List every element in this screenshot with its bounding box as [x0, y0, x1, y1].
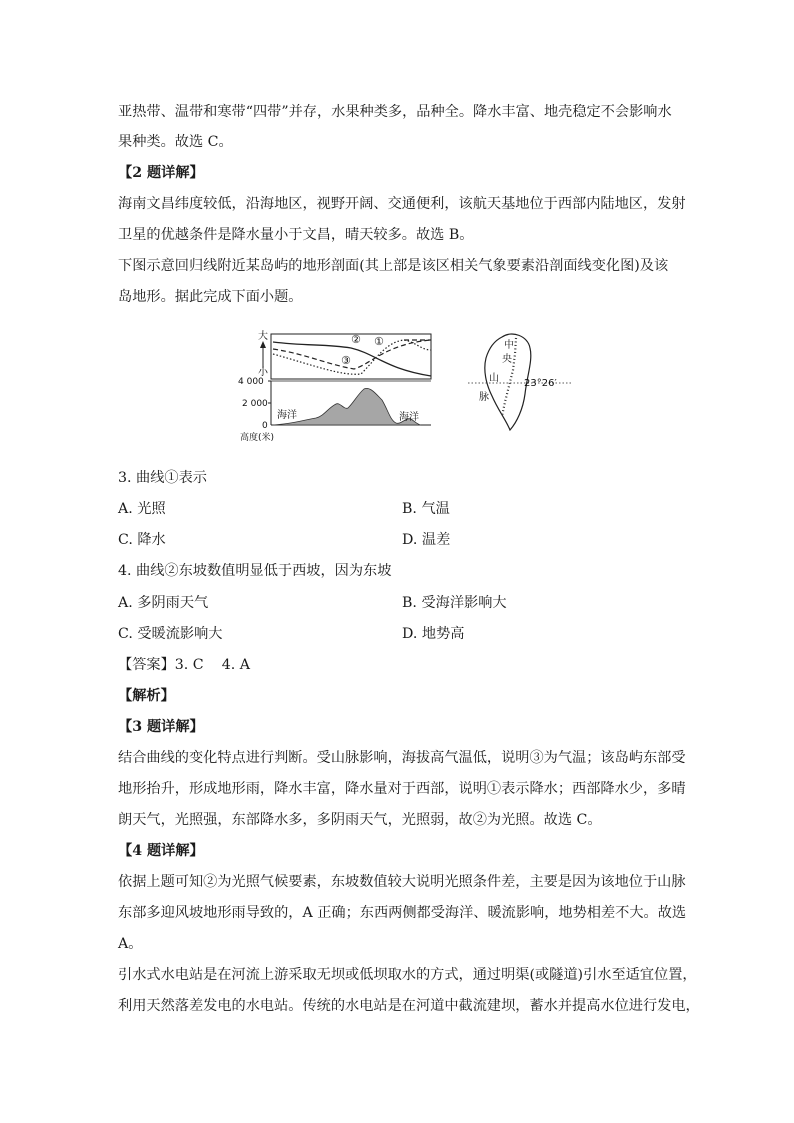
- paragraph-line: 地形抬升，形成地形雨，降水丰富，降水量对于西部，说明①表示降水；西部降水少，多晴: [118, 781, 686, 797]
- section-heading: 【2 题详解】: [118, 165, 204, 181]
- sea-label-west: 海洋: [277, 410, 297, 421]
- section-heading: 【4 题详解】: [118, 843, 204, 859]
- option-4b: B. 受海洋影响大: [402, 595, 507, 611]
- tick-label-0: 0: [262, 421, 268, 431]
- paragraph-line: 卫星的优越条件是降水量小于文昌，晴天较多。故选 B。: [118, 227, 474, 243]
- label-small: 小: [258, 367, 268, 378]
- paragraph-line: 利用天然落差发电的水电站。传统的水电站是在河道中截流建坝，蓄水并提高水位进行发电，: [118, 998, 700, 1014]
- tick-label-2000: 2 000: [242, 399, 268, 409]
- sea-label-east: 海洋: [399, 412, 419, 423]
- option-4d: D. 地势高: [402, 626, 465, 642]
- mountain-label-mai: 脉: [479, 392, 489, 403]
- paragraph-line: 岛地形。据此完成下面小题。: [118, 289, 303, 305]
- tick-label-4000: 4 000: [238, 377, 264, 387]
- paragraph-line: 下图示意回归线附近某岛屿的地形剖面(其上部是该区相关气象要素沿剖面线变化图)及该: [118, 258, 669, 274]
- curve-2-label: ②: [351, 333, 361, 346]
- paragraph-line: 亚热带、温带和寒带“四带”并存，水果种类多，品种全。降水丰富、地壳稳定不会影响水: [118, 104, 672, 120]
- paragraph-line: 结合曲线的变化特点进行判断。受山脉影响，海拔高气温低，说明③为气温；该岛屿东部受: [118, 750, 686, 766]
- arrow-head: [260, 341, 266, 348]
- option-3a: A. 光照: [118, 501, 166, 517]
- paragraph-line: 引水式水电站是在河流上游采取无坝或低坝取水的方式，通过明渠(或隧道)引水至适宜位置，: [118, 967, 697, 983]
- section-heading: 【3 题详解】: [118, 719, 204, 735]
- latitude-label: 23°26′: [524, 378, 557, 389]
- paragraph-line: A。: [118, 936, 143, 952]
- analysis-heading: 【解析】: [118, 688, 175, 704]
- option-4a: A. 多阴雨天气: [118, 595, 209, 611]
- mountain-label-zhong: 中: [504, 340, 514, 351]
- question-4: 4. 曲线②东坡数值明显低于西坡，因为东坡: [118, 563, 392, 579]
- paragraph-line: 海南文昌纬度较低，沿海地区，视野开阔、交通便利，该航天基地位于西部内陆地区，发射: [118, 196, 686, 212]
- label-big: 大: [258, 331, 268, 342]
- paragraph-line: 依据上题可知②为光照气候要素，东坡数值较大说明光照条件差，主要是因为该地位于山脉: [118, 874, 686, 890]
- paragraph-line: 朗天气，光照强，东部降水多，多阴雨天气，光照弱，故②为光照。故选 C。: [118, 812, 602, 828]
- curve-1-label: ①: [374, 335, 384, 348]
- question-3: 3. 曲线①表示: [118, 470, 207, 486]
- axis-label-altitude: 高度(米): [240, 433, 275, 443]
- option-3c: C. 降水: [118, 532, 166, 548]
- option-4c: C. 受暖流影响大: [118, 626, 223, 642]
- terrain-profile-figure: [236, 324, 576, 444]
- paragraph-line: 东部多迎风坡地形雨导致的，A 正确；东西两侧都受海洋、暖流影响，地势相差不大。故选: [118, 905, 687, 921]
- answer-line: 【答案】3. C 4. A: [118, 657, 250, 673]
- option-3d: D. 温差: [402, 532, 451, 548]
- mountain-label-shan: 山: [489, 373, 499, 384]
- mountain-label-yang: 央: [502, 354, 512, 365]
- option-3b: B. 气温: [402, 501, 450, 517]
- curve-2: [273, 342, 431, 376]
- paragraph-line: 果种类。故选 C。: [118, 134, 233, 150]
- curve-3-label: ③: [341, 354, 351, 367]
